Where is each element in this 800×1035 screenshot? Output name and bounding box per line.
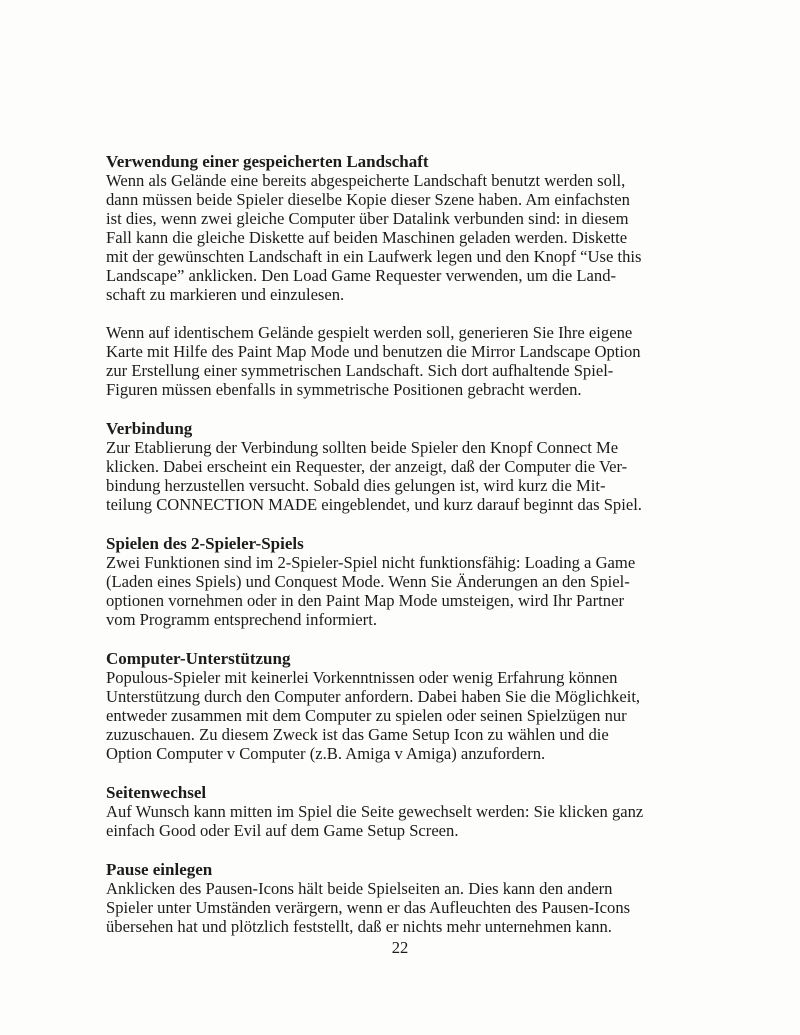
text-line: Option Computer v Computer (z.B. Amiga v Amiga) anzufordern. — [106, 744, 546, 763]
text-line: Figuren müssen ebenfalls in symmetrische Positionen gebracht werden. — [106, 380, 582, 399]
text-line: Spieler unter Umständen verärgern, wenn er das Aufleuchten des Pausen-Icons — [106, 898, 631, 917]
text-line: entweder zusammen mit dem Computer zu spielen oder seinen Spielzügen nur — [106, 706, 627, 725]
text-line: Landscape” anklicken. Den Load Game Requester verwenden, um die Land- — [106, 266, 617, 285]
text-line: schaft zu markieren und einzulesen. — [106, 285, 345, 304]
section-heading: Computer-Unterstützung — [106, 649, 291, 668]
paragraph — [106, 879, 746, 936]
paragraph — [106, 553, 746, 629]
text-line: teilung CONNECTION MADE eingeblendet, und kurz darauf beginnt das Spiel. — [106, 495, 642, 514]
text-line: Zwei Funktionen sind im 2-Spieler-Spiel nicht funktionsfähig: Loading a Game — [106, 553, 636, 572]
text-line: bindung herzustellen versucht. Sobald dies gelungen ist, wird kurz die Mit- — [106, 476, 606, 495]
section — [106, 783, 746, 840]
text-line: zur Erstellung einer symmetrischen Landschaft. Sich dort aufhaltende Spiel- — [106, 361, 614, 380]
page-number: 22 — [391, 938, 409, 957]
text-line: Karte mit Hilfe des Paint Map Mode und benutzen die Mirror Landscape Option — [106, 342, 641, 361]
text-line: einfach Good oder Evil auf dem Game Setup Screen. — [106, 821, 459, 840]
section-heading: Pause einlegen — [106, 860, 213, 879]
section — [106, 649, 746, 763]
section-heading: Seitenwechsel — [106, 783, 207, 802]
text-line: optionen vornehmen oder in den Paint Map Mode umsteigen, wird Ihr Partner — [106, 591, 624, 610]
text-line: Zur Etablierung der Verbindung sollten beide Spieler den Knopf Connect Me — [106, 438, 619, 457]
text-line: ist dies, wenn zwei gleiche Computer über Datalink verbunden sind: in diesem — [106, 209, 629, 228]
text-line: dann müssen beide Spieler dieselbe Kopie dieser Szene haben. Am einfachsten — [106, 190, 630, 209]
section — [106, 534, 746, 629]
text-line: mit der gewünschten Landschaft in ein Laufwerk legen und den Knopf “Use this — [106, 247, 642, 266]
section — [106, 860, 746, 936]
text-line: Anklicken des Pausen-Icons hält beide Spielseiten an. Dies kann den andern — [106, 879, 613, 898]
section-heading: Verbindung — [106, 419, 193, 438]
text-line: Wenn auf identischem Gelände gespielt werden soll, generieren Sie Ihre eigene — [106, 323, 633, 342]
text-line: (Laden eines Spiels) und Conquest Mode. Wenn Sie Änderungen an den Spiel- — [106, 572, 630, 591]
text-line: Fall kann die gleiche Diskette auf beiden Maschinen geladen werden. Diskette — [106, 228, 628, 247]
text-line: Wenn als Gelände eine bereits abgespeicherte Landschaft benutzt werden soll, — [106, 171, 626, 190]
text-line: Unterstützung durch den Computer anfordern. Dabei haben Sie die Möglichkeit, — [106, 687, 641, 706]
text-line: Populous-Spieler mit keinerlei Vorkenntnissen oder wenig Erfahrung können — [106, 668, 618, 687]
paragraph — [106, 171, 746, 304]
text-line: übersehen hat und plötzlich feststellt, daß er nichts mehr unternehmen kann. — [106, 917, 612, 936]
section-heading: Verwendung einer gespeicherten Landschaft — [106, 152, 429, 171]
text-line: Auf Wunsch kann mitten im Spiel die Seite gewechselt werden: Sie klicken ganz — [106, 802, 644, 821]
text-line: zuzuschauen. Zu diesem Zweck ist das Game Setup Icon zu wählen und die — [106, 725, 609, 744]
section-heading: Spielen des 2-Spieler-Spiels — [106, 534, 304, 553]
section — [106, 419, 746, 514]
text-line: klicken. Dabei erscheint ein Requester, der anzeigt, daß der Computer die Ver- — [106, 457, 628, 476]
section — [106, 152, 746, 399]
paragraph — [106, 323, 746, 399]
paragraph — [106, 668, 746, 763]
paragraph — [106, 438, 746, 514]
document-page — [106, 152, 746, 956]
paragraph — [106, 802, 746, 840]
text-line: vom Programm entsprechend informiert. — [106, 610, 377, 629]
